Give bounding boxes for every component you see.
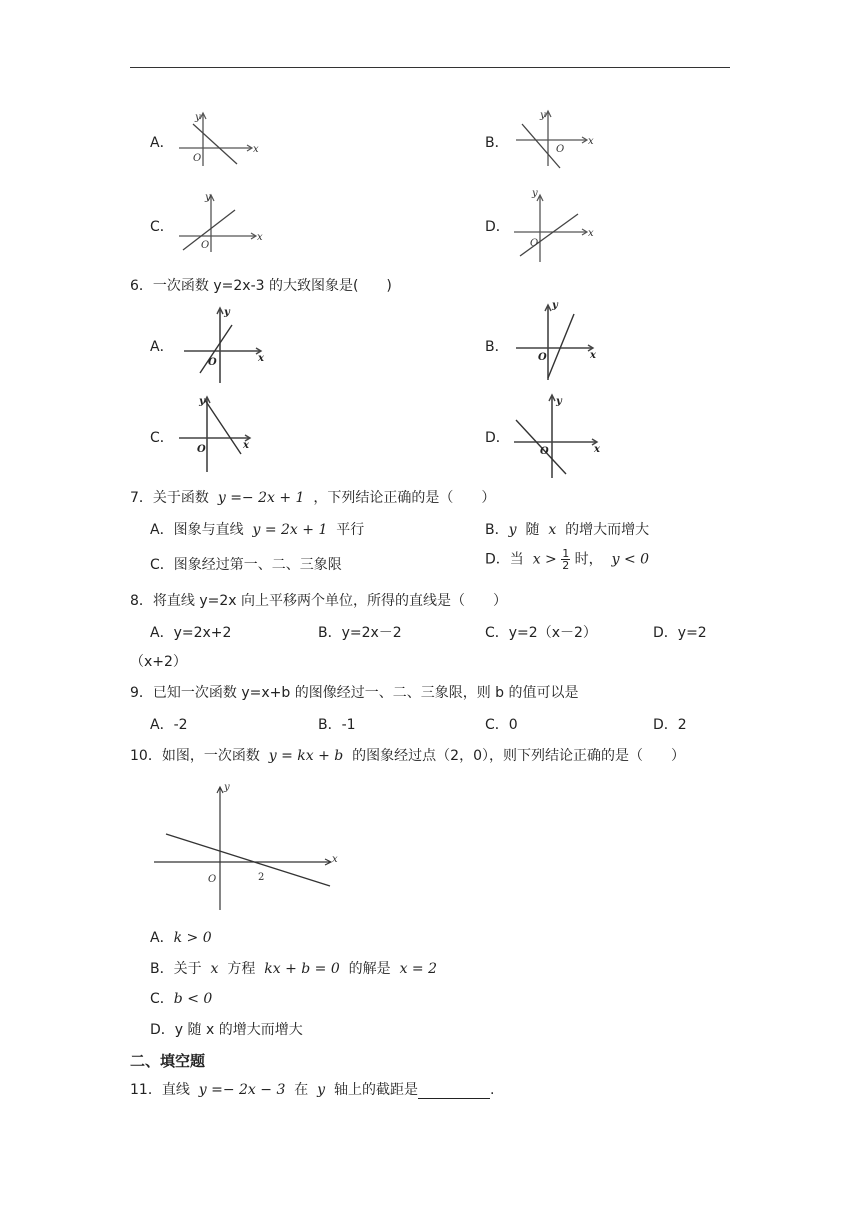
q7-option-b[interactable]: B．y 随 x 的增大而增大 bbox=[485, 522, 650, 538]
origin-label: O bbox=[193, 153, 202, 164]
origin-label: O bbox=[556, 144, 565, 155]
q5-option-c-label: C． bbox=[150, 219, 174, 235]
y-axis-label: y bbox=[552, 300, 558, 311]
q5-option-d-label: D． bbox=[485, 219, 510, 235]
x-axis-label: x bbox=[588, 228, 594, 239]
q10-function: y = kx + b bbox=[268, 748, 344, 764]
q10-figure bbox=[150, 778, 350, 914]
q9-option-d[interactable]: D．2 bbox=[653, 717, 687, 733]
q7-option-c[interactable]: C．图象经过第一、二、三象限 bbox=[150, 557, 342, 573]
origin-label: O bbox=[208, 357, 217, 368]
q6-option-b-graph[interactable] bbox=[512, 300, 602, 382]
origin-label: O bbox=[538, 352, 547, 363]
x-axis-label: x bbox=[594, 444, 600, 455]
header-rule bbox=[130, 67, 730, 68]
y-axis-label: y bbox=[532, 188, 538, 199]
q5-option-a-graph[interactable] bbox=[175, 108, 265, 170]
y-axis-label: y bbox=[195, 112, 201, 123]
origin-label: O bbox=[197, 444, 206, 455]
q6-stem: 6．一次函数 y=2x-3 的大致图象是( ) bbox=[130, 278, 392, 294]
origin-label: O bbox=[540, 446, 549, 457]
q10-x-label: x bbox=[332, 854, 338, 865]
q6-option-d-label: D． bbox=[485, 430, 510, 446]
q6-option-a-graph[interactable] bbox=[180, 303, 270, 385]
x-axis-label: x bbox=[243, 440, 249, 451]
q6-option-c-label: C． bbox=[150, 430, 174, 446]
q7-option-d[interactable]: D．当 x > $\frac{1}{2}$ 时， y < 0 bbox=[485, 547, 650, 572]
q9-option-a[interactable]: A．-2 bbox=[150, 717, 188, 733]
q6-option-b-label: B． bbox=[485, 339, 509, 355]
x-axis-label: x bbox=[253, 144, 259, 155]
x-axis-label: x bbox=[258, 353, 264, 364]
q5-option-a-label: A． bbox=[150, 135, 174, 151]
q10-option-a[interactable]: A．k > 0 bbox=[150, 930, 212, 946]
q7-option-a[interactable]: A．图象与直线 y = 2x + 1 平行 bbox=[150, 522, 365, 538]
q10-option-b[interactable]: B．关于 x 方程 kx + b = 0 的解是 x = 2 bbox=[150, 961, 437, 977]
x-axis-label: x bbox=[588, 136, 594, 147]
y-axis-label: y bbox=[205, 192, 211, 203]
y-axis-label: y bbox=[224, 307, 230, 318]
y-axis-label: y bbox=[199, 396, 205, 407]
q11-function: y =− 2x − 3 bbox=[198, 1082, 286, 1098]
q8-option-d[interactable]: D．y=2 bbox=[653, 625, 707, 641]
q9-option-b[interactable]: B．-1 bbox=[318, 717, 356, 733]
x-axis-label: x bbox=[590, 350, 596, 361]
q10-option-c[interactable]: C．b < 0 bbox=[150, 991, 213, 1007]
q10-option-d[interactable]: D．y 随 x 的增大而增大 bbox=[150, 1022, 303, 1038]
q11-stem: 11．直线 y =− 2x − 3 在 y 轴上的截距是 . bbox=[130, 1082, 495, 1098]
y-axis-label: y bbox=[556, 396, 562, 407]
q10-tick-2: 2 bbox=[258, 872, 265, 883]
q8-stem: 8．将直线 y=2x 向上平移两个单位，所得的直线是（ ） bbox=[130, 593, 508, 609]
x-axis-label: x bbox=[257, 232, 263, 243]
q7-function: y =− 2x + 1 bbox=[217, 490, 305, 506]
q7-stem: 7．关于函数 y =− 2x + 1 ，下列结论正确的是（ ） bbox=[130, 490, 496, 506]
answer-blank[interactable] bbox=[418, 1084, 490, 1099]
q5-option-b-label: B． bbox=[485, 135, 509, 151]
q8-option-b[interactable]: B．y=2x－2 bbox=[318, 625, 402, 641]
q9-stem: 9．已知一次函数 y=x+b 的图像经过一、二、三象限，则 b 的值可以是 bbox=[130, 685, 579, 701]
q5-option-b-graph[interactable] bbox=[510, 106, 600, 172]
q6-option-d-graph[interactable] bbox=[510, 390, 605, 480]
q5-option-d-graph[interactable] bbox=[510, 186, 605, 266]
q10-y-label: y bbox=[224, 782, 230, 793]
section-title-fill-in: 二、填空题 bbox=[130, 1052, 206, 1070]
q6-option-a-label: A． bbox=[150, 339, 174, 355]
q10-origin-label: O bbox=[208, 874, 217, 885]
q10-stem: 10．如图，一次函数 y = kx + b 的图象经过点（2，0），则下列结论正确的是（ ） bbox=[130, 748, 685, 764]
one-half-fraction: $\frac{1}{2}$ bbox=[562, 547, 570, 572]
y-axis-label: y bbox=[540, 110, 546, 121]
q9-option-c[interactable]: C．0 bbox=[485, 717, 518, 733]
origin-label: O bbox=[530, 238, 539, 249]
q8-option-d-wrap: （x+2） bbox=[130, 654, 187, 670]
q5-option-c-graph[interactable] bbox=[175, 188, 270, 254]
origin-label: O bbox=[201, 240, 210, 251]
q8-option-c[interactable]: C．y=2（x－2） bbox=[485, 625, 597, 641]
q6-option-c-graph[interactable] bbox=[175, 392, 265, 474]
q8-option-a[interactable]: A．y=2x+2 bbox=[150, 625, 232, 641]
